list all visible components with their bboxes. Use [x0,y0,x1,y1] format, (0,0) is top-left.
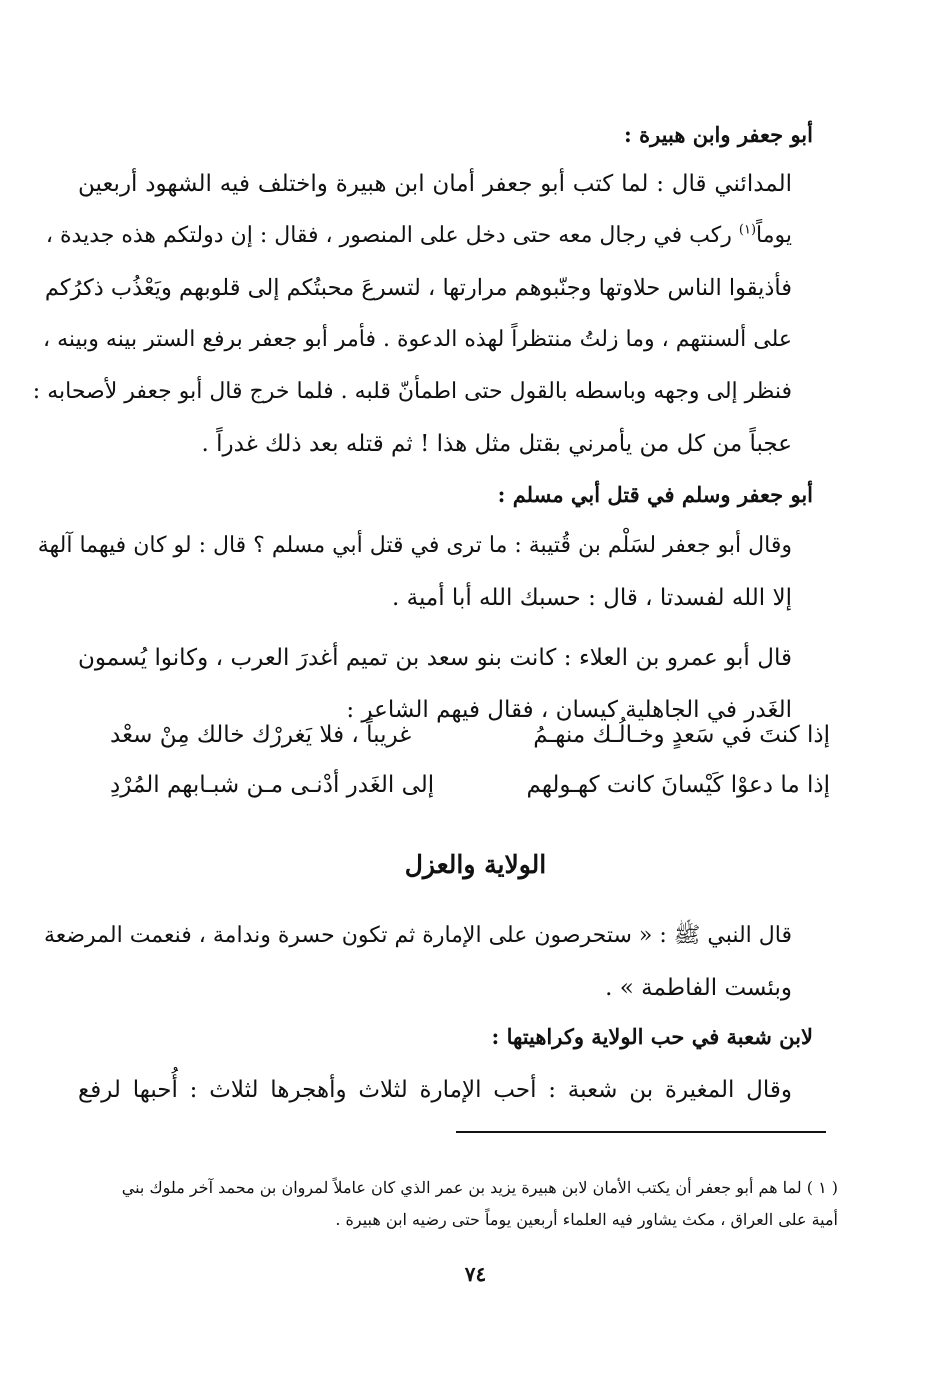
section-heading-abu-muslim: أبو جعفر وسلم في قتل أبي مسلم : [497,482,813,507]
paragraph-prophet-hadith [43,910,838,1014]
text-line [45,210,838,262]
paragraph-abu-muslim [37,520,838,624]
text-line: المدائني قال : لما كتب أبو جعفر أمان ابن هبيرة واختلف فيه الشهود أربعين [78,171,792,197]
section-heading-ibn-shuba: لابن شعبة في حب الولاية وكراهيتها : [491,1024,813,1049]
text-line: وبئست الفاطمة » . [605,975,792,1001]
footnote-line: ( ١ ) لما هم أبو جعفر أن يكتب الأمان لابن هبيرة يزيد بن عمر الذي كان عاملاً لمروان بن محمد آخر ملوك بني [121,1178,838,1197]
text-line: الغَدر في الجاهلية كيسان ، فقال فيهم الشاعر : [346,697,792,723]
section-heading-abu-jafar-ibn-hubayra: أبو جعفر وابن هبيرة : [624,122,813,147]
footnote-line: أمية على العراق ، مكث يشاور فيه العلماء أربعين يوماً حتى رضيه ابن هبيرة . [335,1210,838,1229]
text-line: وقال أبو جعفر لسَلْم بن قُتيبة : ما ترى في قتل أبي مسلم ؟ قال : لو كان فيهما آلهة [37,533,792,558]
poem-verse [110,722,830,774]
text-line: قال النبي ﷺ : « ستحرصون على الإمارة ثم تكون حسرة وندامة ، فنعمت المرضعة [43,923,792,948]
footnote-separator [456,1131,826,1133]
text-line: على ألسنتهم ، وما زلتُ منتظراً لهذه الدعوة . فأمر أبو جعفر برفع الستر بينه وبينه ، [43,327,792,352]
poem-verse [110,772,830,824]
paragraph-ibn-hubayra [32,158,838,470]
footnote [78,1172,838,1236]
chapter-title: الولاية والعزل [404,850,547,879]
paragraph-bani-saad [78,632,838,736]
text-segment: يوماً [756,223,792,248]
verse-second-hemistich: غريباً ، فلا يَغررْك خالك مِنْ سعْد [110,722,412,748]
verse-first-hemistich: إذا كنتَ في سَعدٍ وخـالُـك منهـمُ [533,722,830,748]
text-line: فأذيقوا الناس حلاوتها وجنّبوهم مرارتها ، لتسرعَ محبتُكم إلى قلوبهم ويَعْذُب ذكرُكم [44,275,792,301]
verse-second-hemistich: إلى الغَدر أدْنـى مـن شبـابهم المُرْدِ [110,772,435,798]
text-line: وقال المغيرة بن شعبة : أحب الإمارة لثلاث وأهجرها لثلاث : أُحبها لرفع [78,1077,792,1103]
text-segment: ركب في رجال معه حتى دخل على المنصور ، فقال : إن دولتكم هذه جديدة ، [45,223,732,248]
footnote-marker: (١) [738,222,757,238]
text-line: فنظر إلى وجهه وباسطه بالقول حتى اطمأنّ قلبه . فلما خرج قال أبو جعفر لأصحابه : [32,379,792,404]
verse-first-hemistich: إذا ما دعوْا كَيْسانَ كانت كهـولهم [526,772,830,798]
paragraph-mughira [78,1064,838,1116]
text-line: عجباً من كل من يأمرني بقتل مثل هذا ! ثم قتله بعد ذلك غدراً . [201,431,792,457]
text-line: قال أبو عمرو بن العلاء : كانت بنو سعد بن تميم أغدرَ العرب ، وكانوا يُسمون [78,645,792,671]
page-number: ٧٤ [464,1262,487,1286]
text-line: إلا الله لفسدتا ، قال : حسبك الله أبا أمية . [392,585,792,611]
